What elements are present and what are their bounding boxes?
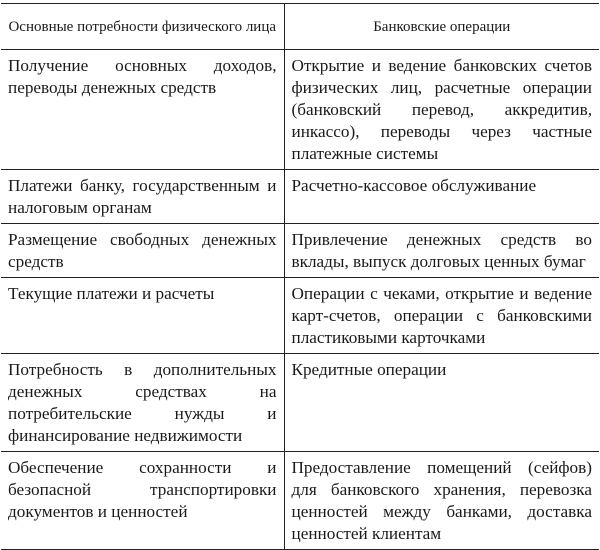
table-row: [1, 354, 599, 452]
needs-operations-table: [1, 3, 599, 550]
need-cell: Текущие платежи и расчеты: [1, 278, 284, 354]
operation-cell: Привлечение денежных средств во вклады, выпуск долговых ценных бумаг: [284, 224, 599, 278]
header-operations: Банковские операции: [284, 4, 599, 50]
table-row: [1, 170, 599, 224]
header-needs: Основные потребности физического лица: [1, 4, 284, 50]
table-row: [1, 50, 599, 170]
need-cell: Платежи банку, государственным и налоговым органам: [1, 170, 284, 224]
table-row: [1, 224, 599, 278]
need-cell: Обеспечение сохранности и безопасной транспортировки документов и ценностей: [1, 452, 284, 550]
operation-cell: Операции с чеками, открытие и ведение карт-счетов, операции с банковскими пластиковыми карточками: [284, 278, 599, 354]
operation-cell: Кредитные операции: [284, 354, 599, 452]
operation-cell: Предоставление помещений (сейфов) для банковского хранения, перевозка ценностей между банками, доставка ценностей клиентам: [284, 452, 599, 550]
need-cell: Размещение свободных денежных средств: [1, 224, 284, 278]
table-row: [1, 452, 599, 550]
need-cell: Получение основных доходов, переводы денежных средств: [1, 50, 284, 170]
need-cell: Потребность в дополнительных денежных средствах на потребительские нужды и финансирование недвижимости: [1, 354, 284, 452]
operation-cell: Расчетно-кассовое обслуживание: [284, 170, 599, 224]
header-row: [1, 4, 599, 50]
operation-cell: Открытие и ведение банковских счетов физических лиц, расчетные операции (банковский перевод, аккредитив, инкассо), переводы через частные платежные системы: [284, 50, 599, 170]
table-row: [1, 278, 599, 354]
